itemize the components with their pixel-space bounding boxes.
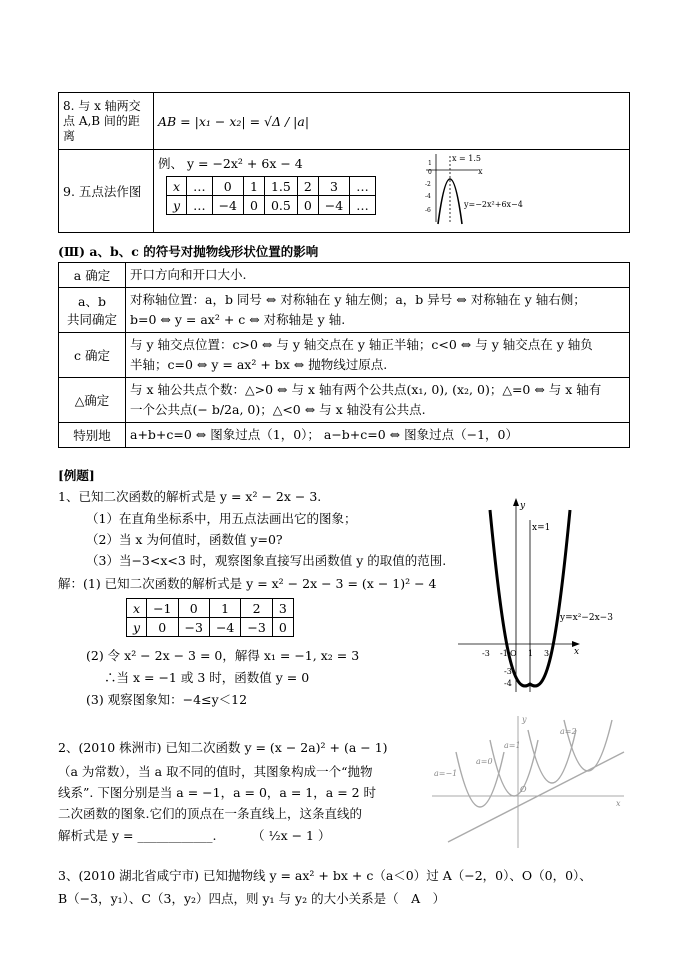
table-row [59, 423, 630, 448]
curve-label: y=−2x²+6x−4 [464, 200, 523, 209]
ex2-line1: 2、(2010 株洲市) 已知二次函数 y = (x − 2a)² + (a − 1) [58, 740, 388, 755]
content-line: 对称轴位置：a，b 同号 ⇔ 对称轴在 y 轴左侧；a，b 异号 ⇔ 对称轴在 y 轴右侧； [130, 292, 586, 307]
table-row [59, 378, 630, 423]
tick-label: -1 [500, 649, 508, 658]
row-label: △确定 [59, 378, 126, 423]
axis-label: x = 1.5 [452, 154, 482, 163]
tick-label: -4 [425, 193, 431, 200]
table-cell: 3 [318, 177, 349, 196]
tick-label: -4 [504, 679, 512, 688]
label-a1: a=1 [504, 741, 521, 750]
section-title: (Ⅲ) a、b、c 的符号对抛物线形状位置的影响 [58, 244, 319, 259]
tick-label: O [510, 649, 517, 658]
ex1-parabola-graph [452, 496, 632, 696]
parabola-family-graph [428, 712, 628, 852]
row8-formula [154, 93, 630, 150]
tick-label: -3 [504, 667, 512, 676]
table-cell: … [350, 196, 376, 215]
properties-table [58, 92, 630, 233]
tick-label: -2 [425, 181, 431, 188]
x-label: x [574, 647, 580, 657]
table-cell: 0 [212, 177, 243, 196]
table-cell: 3 [272, 599, 293, 618]
row-label: c 确定 [59, 333, 126, 378]
table-cell: 0 [244, 196, 265, 215]
example-function: 例、 y = −2x² + 6x − 4 [158, 156, 303, 171]
row-content [126, 423, 630, 448]
ex2-line4: 二次函数的图象.它们的顶点在一条直线上，这条直线的 [58, 806, 362, 821]
table-cell: 0 [147, 618, 178, 637]
axis-label: x=1 [532, 523, 551, 533]
row-content [126, 333, 630, 378]
row-content [126, 263, 630, 288]
table-cell: −4 [212, 196, 243, 215]
content-line: a+b+c=0 ⇔ 图象过点（1，0）； a−b+c=0 ⇔ 图象过点（−1，0） [130, 427, 519, 442]
table-row [59, 150, 630, 233]
tick-label: 1 [528, 649, 534, 658]
table-row [59, 288, 630, 333]
ex2-line3: 线系”. 下图分别是当 a = −1，a = 0，a = 1，a = 2 时 [58, 785, 377, 800]
table-row [59, 93, 630, 150]
table-cell: x [167, 177, 187, 196]
table-cell: … [187, 177, 213, 196]
table-cell: −4 [318, 196, 349, 215]
row-content [126, 288, 630, 333]
table-cell: 1 [244, 177, 265, 196]
table-cell: 0 [178, 599, 209, 618]
five-point-table [166, 176, 376, 215]
table-cell: y [167, 196, 187, 215]
x-label: x [478, 167, 483, 176]
ex1-sol1: 解：(1) 已知二次函数的解析式是 y = x² − 2x − 3 = (x − 1)² − 4 [58, 576, 437, 591]
content-line: b=0 ⇔ y = ax² + c ⇔ 对称轴是 y 轴. [130, 312, 346, 327]
ex1-q1: （1）在直角坐标系中，用五点法画出它的图象； [86, 511, 357, 526]
vertex-line [448, 752, 624, 842]
table-cell: 0 [272, 618, 293, 637]
table-row [59, 333, 630, 378]
ex2-answer: （ ½x − 1 ） [252, 828, 331, 843]
table-cell: … [350, 177, 376, 196]
ex1-q3: （3）当−3<x<3 时，观察图象直接写出函数值 y 的取值的范围. [86, 553, 447, 568]
label-a0: a=0 [476, 757, 493, 766]
content-line: 与 y 轴交点位置：c>0 ⇔ 与 y 轴交点在 y 轴正半轴；c<0 ⇔ 与 y 轴交点在 y 轴负 [130, 337, 593, 352]
table-cell: −3 [241, 618, 272, 637]
table-row [127, 599, 294, 618]
table-cell: 0.5 [264, 196, 297, 215]
label-a-neg1: a=−1 [434, 769, 458, 778]
table-cell: … [187, 196, 213, 215]
examples-heading: [例题] [58, 468, 95, 483]
row9-label: 9. 五点法作图 [59, 150, 154, 233]
mini-parabola-graph [416, 152, 546, 228]
table-cell: 1 [209, 599, 240, 618]
row-label: a、b 共同确定 [59, 288, 126, 333]
table-cell: 0 [297, 196, 318, 215]
tick-label: -6 [425, 207, 431, 214]
ex1-value-table [126, 598, 294, 637]
table-cell: 1.5 [264, 177, 297, 196]
table-cell: 2 [297, 177, 318, 196]
table-row [127, 618, 294, 637]
row-content [126, 378, 630, 423]
content-line: 开口方向和开口大小. [130, 267, 247, 282]
ex3-line2: B（−3，y₁）、C（3，y₂）四点，则 y₁ 与 y₂ 的大小关系是（ A ） [58, 891, 446, 906]
coefficient-table [58, 262, 630, 448]
y-label: y [522, 715, 527, 724]
table-row [59, 263, 630, 288]
table-row [167, 177, 376, 196]
table-cell: −1 [147, 599, 178, 618]
row-label: 特别地 [59, 423, 126, 448]
ex1-sol3: (3) 观察图象知：−4≤y＜12 [86, 692, 248, 707]
tick-label: 1 [428, 160, 432, 167]
table-cell: x [127, 599, 147, 618]
distance-formula: AB = |x₁ − x₂| = √Δ / |a| [158, 113, 310, 129]
content-line: 与 x 轴公共点个数：△>0 ⇔ 与 x 轴有两个公共点(x₁, 0), (x₂, 0)；△=0 ⇔ 与 x 轴有 [130, 382, 602, 397]
row9-content [154, 150, 630, 233]
ex2-line5: 解析式是 y = ____________. [58, 828, 217, 843]
y-label: y [520, 501, 526, 511]
content-line: 半轴；c=0 ⇔ y = ax² + bx ⇔ 抛物线过原点. [130, 357, 388, 372]
curve-label: y=x²−2x−3 [560, 613, 613, 623]
ex1-q2: （2）当 x 为何值时，函数值 y=0? [86, 532, 283, 547]
tick-label: -3 [482, 649, 490, 658]
tick-label: 3 [544, 649, 550, 658]
row8-label: 8. 与 x 轴两交点 A,B 间的距离 [59, 93, 154, 150]
table-cell: y [127, 618, 147, 637]
ex1-sol2a: (2) 令 x² − 2x − 3 = 0，解得 x₁ = −1, x₂ = 3 [86, 648, 360, 663]
row-label: a 确定 [59, 263, 126, 288]
table-cell: 2 [241, 599, 272, 618]
ex3-line1: 3、(2010 湖北省咸宁市) 已知抛物线 y = ax² + bx + c（a＜0）过 A（−2，0）、O（0，0）、 [58, 868, 592, 883]
y-axis-arrow [513, 498, 519, 506]
content-line: 一个公共点(− b/2a, 0)；△<0 ⇔ 与 x 轴没有公共点. [130, 402, 426, 417]
ex1-stem: 1、已知二次函数的解析式是 y = x² − 2x − 3. [58, 489, 322, 504]
table-cell: −3 [178, 618, 209, 637]
label-a2: a=2 [560, 727, 577, 736]
x-label: x [616, 799, 621, 808]
origin-label: O [520, 785, 527, 794]
tick-label: 0 [428, 169, 432, 176]
table-row [167, 196, 376, 215]
ex2-line2: （a 为常数），当 a 取不同的值时，其图象构成一个“抛物 [58, 764, 373, 779]
table-cell: −4 [209, 618, 240, 637]
ex1-sol2b: ∴当 x = −1 或 3 时，函数值 y = 0 [104, 670, 310, 685]
